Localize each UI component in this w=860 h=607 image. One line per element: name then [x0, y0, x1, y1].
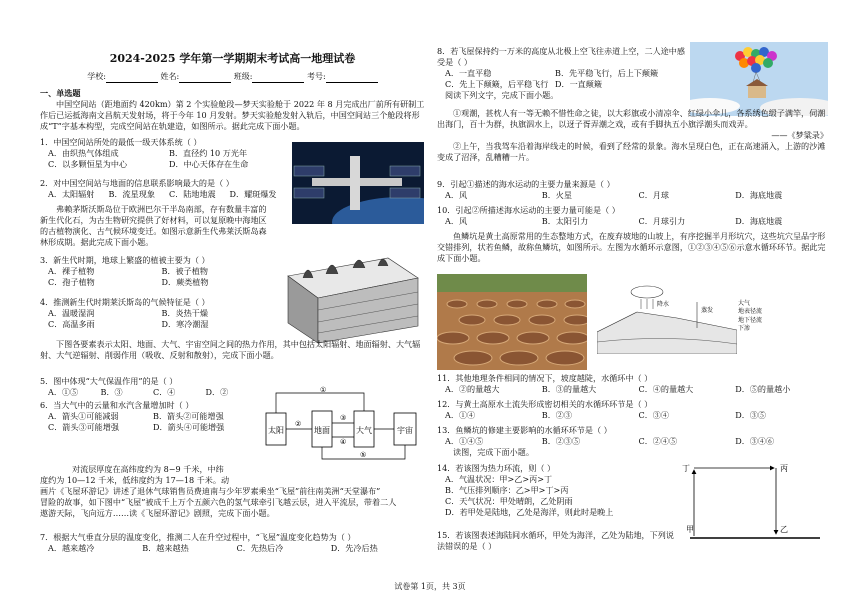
q15-stem: 15．若该图表述海陆间水循环，甲处为海洋，乙处为陆地，下列说法错误的是（ ）: [437, 530, 674, 551]
page-footer: 试卷第 1页，共 3页: [394, 582, 466, 591]
q11-option-d[interactable]: D．⑤的量越小: [735, 384, 791, 394]
q2-option-d[interactable]: D．耀斑爆发: [229, 189, 277, 199]
q4-stem: 4．推测新生代时期莱沃斯岛的气候特征是（ ）: [40, 297, 210, 307]
question-6: [40, 400, 258, 433]
poem-block: [437, 108, 832, 163]
question-15: [437, 530, 677, 552]
q14-option-d[interactable]: D．若甲处是陆地，乙处是海洋，则此时是晚上: [445, 507, 614, 517]
label-space: 宇宙: [397, 426, 413, 435]
intro-heat: 下图各要素表示太阳、地面、大气、宇宙空间之间的热力作用，其中包括太阳辐射、地面辐射、大气辐射、大气逆辐射、削弱作用（吸收、反射和散射），完成下面小题。: [40, 339, 421, 360]
q2-option-c[interactable]: C．陆地地震: [169, 189, 216, 199]
num-3: ③: [340, 414, 347, 422]
question-13: [437, 425, 832, 458]
q12-stem: 12．与黄土高原水土流失形成密切相关的水循环环节是（ ）: [437, 399, 653, 409]
name-label: 姓名:: [160, 72, 180, 81]
q7-stem: 7．根据大气垂直分层的温度变化，推测二人在升空过程中，“飞屋”温度变化趋势为（ ）: [40, 532, 356, 542]
question-11: [437, 373, 832, 395]
poem-prompt: 阅读下列文字，完成下面小题。: [445, 90, 559, 100]
label-yi: 乙: [780, 525, 788, 534]
label-bing: 丙: [780, 464, 788, 473]
q3-option-c[interactable]: C．孢子植物: [48, 277, 95, 287]
num-5: ⑤: [360, 451, 367, 459]
q11-option-b[interactable]: B．③的量越大: [541, 384, 597, 394]
poem-1: ①观潮，甚枕人有一等无赖不惜性命之徒，以大彩旗或小清凉伞、红绿小伞儿，各系绣色缎子满竿，伺潮出海门，百十为群，执旗泅水上，以迓子胥弄潮之戏，或有手脚执五小旗浮潮头而戏弄。: [437, 108, 826, 129]
q2-stem: 2．对中国空间站与地面的信息联系影响最大的是（ ）: [40, 178, 234, 188]
question-8: [437, 46, 687, 101]
class-label: 班级:: [233, 72, 253, 81]
q13-option-c[interactable]: C．②④⑤: [638, 436, 678, 446]
q10-option-b[interactable]: B．太阳引力: [541, 216, 589, 226]
q10-option-d[interactable]: D．海底地震: [735, 216, 783, 226]
question-3: [40, 255, 275, 288]
q13-option-d[interactable]: D．③④⑥: [735, 436, 775, 446]
question-9: [437, 179, 832, 201]
school-blank[interactable]: [106, 73, 158, 83]
q8-option-c[interactable]: C．先上下颠簸，后平稳飞行: [445, 79, 549, 89]
legend-surface-runoff: 地表径流: [738, 308, 763, 316]
student-info-line: [40, 72, 425, 83]
fish-scale-pit-photo: [437, 274, 587, 370]
q11-option-c[interactable]: C．④的量越大: [638, 384, 694, 394]
class-blank[interactable]: [252, 73, 304, 83]
label-ground: 地面: [314, 426, 330, 435]
q5-option-c[interactable]: C．④: [153, 387, 176, 397]
question-12: [437, 399, 832, 421]
q14-option-b[interactable]: B．气压排列顺序：乙>甲>丁>丙: [445, 485, 569, 495]
intro-line-5: 遨游天际，飞向远方……读《飞屋环游记》剧照，完成下面小题。: [40, 508, 275, 518]
flying-house-photo: [690, 42, 828, 116]
legend-atmosphere: 大气: [738, 300, 751, 307]
q14-option-a[interactable]: A．气温状况：甲>乙>丙>丁: [445, 474, 553, 484]
q6-option-c[interactable]: C．箭头③可能增强: [48, 422, 119, 432]
label-ding: 丁: [682, 464, 690, 473]
q14-stem: 14．若该图为热力环流，则（ ）: [437, 463, 556, 473]
arrow-1: [276, 393, 364, 413]
q6-option-a[interactable]: A．箭头①可能减弱: [48, 411, 119, 421]
wc-label-evaporation: 蒸发: [701, 307, 714, 314]
q9-option-c[interactable]: C．月球: [638, 190, 669, 200]
num-2: ②: [295, 420, 302, 428]
intro-fossil: 弗赖茅斯沃斯岛位于欧洲巴尔干半岛南部，存有数量丰富的新生代化石，为古生物研究提供了好材料，可以复原晚中海地区的古植物演化、古气候环境变迁。如图示意新生代弗莱沃斯岛森林形成期。据此完成下面小题。: [40, 204, 267, 247]
intro-line-1: 对流层厚度在高纬度约为 8−9 千米，中纬: [72, 464, 224, 474]
q7-option-b[interactable]: B．越来越热: [142, 543, 189, 553]
q4-option-c[interactable]: C．高温多雨: [48, 319, 95, 329]
q1-option-a[interactable]: A．由织热气体组成: [48, 148, 119, 158]
question-2: [40, 178, 290, 200]
q11-stem: 11．其他地理条件相同的情况下，坡度越陡，水循环中（ ）: [437, 373, 653, 383]
q12-option-c[interactable]: C．③④: [638, 410, 669, 420]
intro-line-2: 度约为 10—12 千米，低纬度约为 17—18 千米。动: [40, 475, 230, 485]
wc-label-precipitation: 降水: [657, 301, 670, 308]
space-station-photo: [292, 142, 424, 224]
question-5: [40, 376, 258, 398]
circulation-diagram: [680, 458, 828, 542]
q4-option-d[interactable]: D．寒冷潮湿: [161, 319, 209, 329]
heat-balance-diagram: [262, 385, 422, 465]
q6-option-b[interactable]: B．箭头②可能增强: [153, 411, 224, 421]
question-1: [40, 137, 290, 170]
q12-option-b[interactable]: B．②③: [541, 410, 572, 420]
q1-option-b[interactable]: B．直径约 10 万光年: [169, 148, 248, 158]
q13-option-b[interactable]: B．②③⑤: [541, 436, 581, 446]
q5-option-d[interactable]: D．②: [205, 387, 229, 397]
poem-1-source: ——《梦粱录》: [771, 130, 828, 140]
label-atmosphere: 大气: [356, 426, 372, 435]
question-7: [40, 532, 425, 554]
q5-stem: 5．图中体现“大气保温作用”的是（ ）: [40, 376, 178, 386]
question-10: [437, 205, 832, 227]
q5-option-b[interactable]: B．③: [100, 387, 123, 397]
q7-option-c[interactable]: C．先热后冷: [236, 543, 284, 553]
q4-option-a[interactable]: A．温暖湿润: [48, 308, 95, 318]
q6-stem: 6．当大气中的云量和水汽含量增加时（ ）: [40, 400, 194, 410]
q2-option-b[interactable]: B．流星现象: [108, 189, 155, 199]
intro-flying-house: [40, 464, 425, 519]
intro-circulation: 读图，完成下面小题。: [453, 447, 534, 457]
label-jia: 甲: [686, 525, 694, 534]
q8-option-a[interactable]: A．一直平稳: [445, 68, 492, 78]
q10-option-c[interactable]: C．月球引力: [638, 216, 686, 226]
fossil-forest-diagram: [278, 248, 424, 348]
q1-stem: 1．中国空间站所处的最低一级天体系统（ ）: [40, 137, 202, 147]
num-1: ①: [320, 386, 327, 394]
legend-infiltration: 下渗: [738, 325, 751, 333]
q9-stem: 9．引起①描述的海水运动的主要力量来源是（ ）: [437, 179, 615, 189]
section-heading: 一、单选题: [40, 88, 81, 98]
q3-option-b[interactable]: B．被子植物: [161, 266, 208, 276]
q10-stem: 10．引起②所描述海水运动的主要力量可能是（ ）: [437, 205, 620, 215]
q8-stem: 8．若飞屋保持约一万米的高度从北极上空飞往赤道上空，二人途中感受是（ ）: [437, 46, 685, 67]
q8-option-b[interactable]: B．先平稳飞行，后上下颠簸: [555, 68, 659, 78]
q13-option-a[interactable]: A．①④⑤: [445, 436, 484, 446]
intro-space-station: 中国空间站（距地面约 420km）第 2 个实验舱段—梦天实验舱于 2022 年 8 月完成出厂前所有研制工作后已运抵海南文昌航天发射场，将于今年 10 月发射。梦天实验舱发射入轨后，中国空间站三个舱段将形成“T”字基本构型，完成空间站在轨建造，如图所示。据此完成下面小题。: [40, 99, 425, 131]
q1-option-d[interactable]: D．中心天体存在生命: [169, 159, 249, 169]
q5-option-a[interactable]: A．①⑤: [48, 387, 79, 397]
label-sun: 太阳: [268, 426, 284, 435]
q3-stem: 3．新生代时期，地球上繁盛的植被主要为（ ）: [40, 255, 210, 265]
q8-option-d[interactable]: D．一直颠簸: [555, 79, 602, 89]
q9-option-b[interactable]: B．火星: [541, 190, 572, 200]
q1-option-c[interactable]: C．以多颗恒星为中心: [48, 159, 128, 169]
name-blank[interactable]: [179, 73, 231, 83]
intro-line-4: 冒险的故事，如下图中“飞屋”被成千上万个五颜六色的氢气球牵引飞越云层，进入平流层，带着二人: [40, 497, 397, 507]
q13-stem: 13．鱼鳞坑的修建主要影响的水循环环节是（ ）: [437, 425, 612, 435]
exam-no-label: 考号:: [307, 72, 326, 81]
question-4: [40, 297, 275, 330]
question-14: [437, 463, 677, 518]
school-label: 学校:: [87, 72, 106, 81]
q14-option-c[interactable]: C．天气状况：甲处晴朗，乙处阴雨: [445, 496, 573, 506]
poem-2: ②上午，当我驾车沿着海岸线走的时候，看到了经常的景象。海水呈现白色，正在高速涌入，上游的沙滩变成了沼泽，乱糟糟一片。: [437, 141, 826, 162]
q7-option-a[interactable]: A．越来越冷: [48, 543, 95, 553]
intro-fish-scale-pits: 鱼鳞坑是黄土高原常用的生态整地方式，在废弃坡地的山坡上，有序挖掘半月形坑穴，这些坑穴呈品字形交错排列，状若鱼鳞，故称鱼鳞坑，如图所示。左图为水循环示意图，①②③④⑤⑥示意水循环环节。据此完成下面小题。: [437, 231, 826, 263]
q3-option-d[interactable]: D．蕨类植物: [161, 277, 209, 287]
page-title: 2024-2025 学年第一学期期末考试高一地理试卷: [109, 52, 356, 65]
q11-option-a[interactable]: A．②的量越大: [445, 384, 500, 394]
exam-no-blank[interactable]: [326, 73, 378, 83]
q10-option-a[interactable]: A．风: [445, 216, 468, 226]
legend-groundwater: 地下径流: [738, 316, 763, 324]
q12-option-a[interactable]: A．①④: [445, 410, 476, 420]
intro-line-3: 画片《飞屋环游记》讲述了退休气球销售员费迪南与少年罗素乘坐“飞屋”前往南美洲“天堂瀑布”: [40, 486, 381, 496]
num-4: ④: [340, 438, 347, 446]
q6-option-d[interactable]: D．箭头④可能增强: [153, 422, 225, 432]
q9-option-d[interactable]: D．海底地震: [735, 190, 783, 200]
water-cycle-legend: [738, 300, 762, 334]
q3-option-a[interactable]: A．裸子植物: [48, 266, 95, 276]
water-cycle-diagram: [597, 282, 737, 354]
q9-option-a[interactable]: A．风: [445, 190, 468, 200]
q2-option-a[interactable]: A．太阳辐射: [48, 189, 95, 199]
q7-option-d[interactable]: D．先冷后热: [330, 543, 378, 553]
q12-option-d[interactable]: D．③⑤: [735, 410, 767, 420]
q4-option-b[interactable]: B．炎热干燥: [161, 308, 208, 318]
